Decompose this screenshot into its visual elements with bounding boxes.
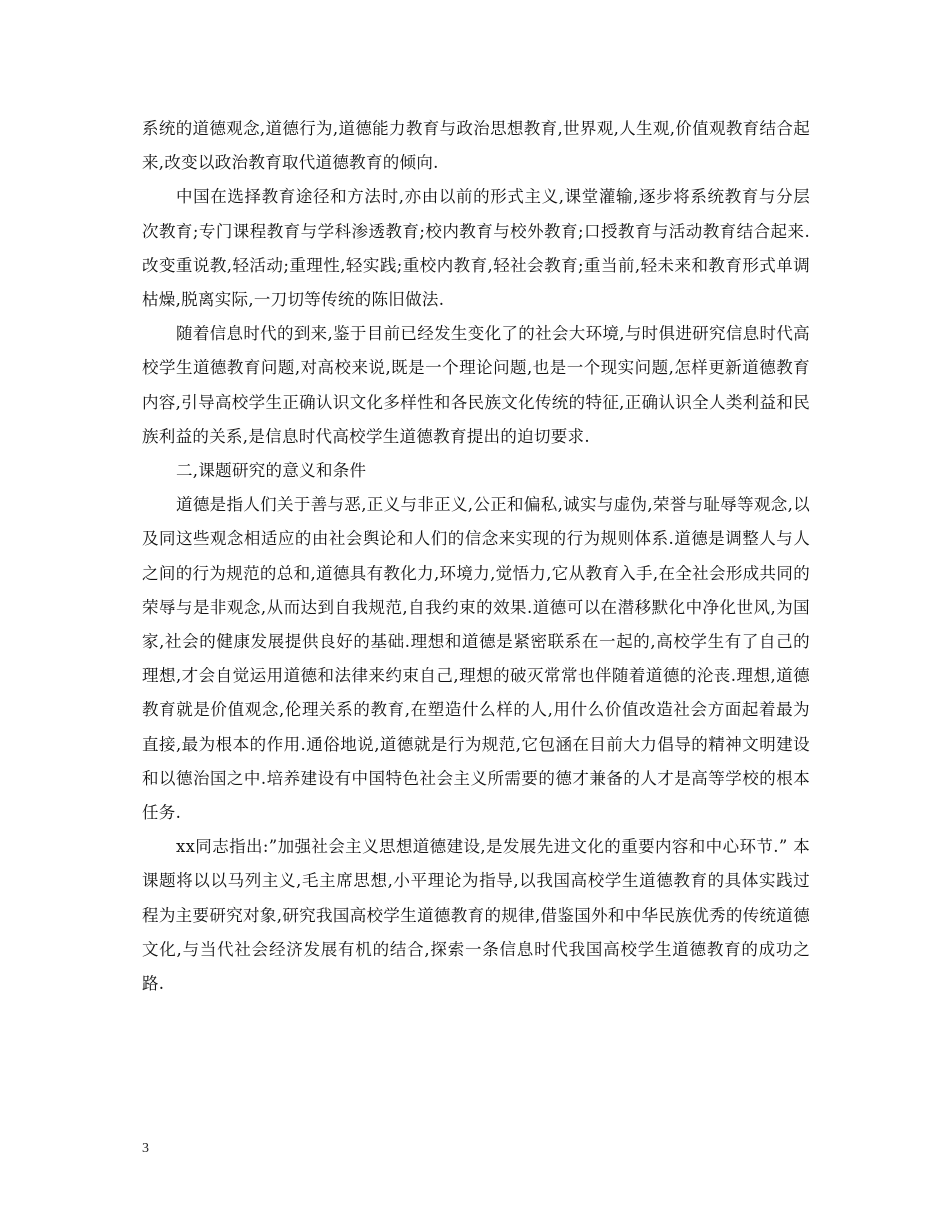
paragraph-1: 系统的道德观念,道德行为,道德能力教育与政治思想教育,世界观,人生观,价值观教育结合起来,改变以政治教育取代道德教育的倾向. [142,119,810,173]
section-heading: 二,课题研究的意义和条件 [176,461,367,481]
paragraph-5: xx同志指出:”加强社会主义思想道德建设,是发展先进文化的重要内容和中心环节.” 本课题将以以马列主义,毛主席思想,小平理论为指导,以我国高校学生道德教育的具体实践过程为主要研究对象,研究我国高校学生道德教育的规律,借鉴国外和中华民族优秀的传统道德文化,与当代社会经济发展有机的结合,探索一条信息时代我国高校学生道德教育的成功之路. [142,837,810,994]
paragraph-3: 随着信息时代的到来,鉴于目前已经发生变化了的社会大环境,与时俱进研究信息时代高校学生道德教育问题,对高校来说,既是一个理论问题,也是一个现实问题,怎样更新道德教育内容,引导高校学生正确认识文化多样性和各民族文化传统的特征,正确认识全人类利益和民族利益的关系,是信息时代高校学生道德教育提出的迫切要求. [142,324,810,446]
page-number: 3 [142,1141,149,1156]
document-body [142,112,810,1001]
paragraph-2: 中国在选择教育途径和方法时,亦由以前的形式主义,课堂灌输,逐步将系统教育与分层次教育;专门课程教育与学科渗透教育;校内教育与校外教育;口授教育与活动教育结合起来.改变重说教,轻活动;重理性,轻实践;重校内教育,轻社会教育;重当前,轻未来和教育形式单调枯燥,脱离实际,一刀切等传统的陈旧做法. [142,187,810,310]
paragraph-4: 道德是指人们关于善与恶,正义与非正义,公正和偏私,诚实与虚伪,荣誉与耻辱等观念,以及同这些观念相适应的由社会舆论和人们的信念来实现的行为规则体系.道德是调整人与人之间的行为规范的总和,道德具有教化力,环境力,觉悟力,它从教育入手,在全社会形成共同的荣辱与是非观念,从而达到自我规范,自我约束的效果.道德可以在潜移默化中净化世风,为国家,社会的健康发展提供良好的基础.理想和道德是紧密联系在一起的,高校学生有了自己的理想,才会自觉运用道德和法律来约束自己,理想的破灭常常也伴随着道德的沦丧.理想,道德教育就是价值观念,伦理关系的教育,在塑造什么样的人,用什么价值改造社会方面起着最为直接,最为根本的作用.通俗地说,道德就是行为规范,它包涵在目前大力倡导的精神文明建设和以德治国之中.培养建设有中国特色社会主义所需要的德才兼备的人才是高等学校的根本任务. [142,495,810,823]
